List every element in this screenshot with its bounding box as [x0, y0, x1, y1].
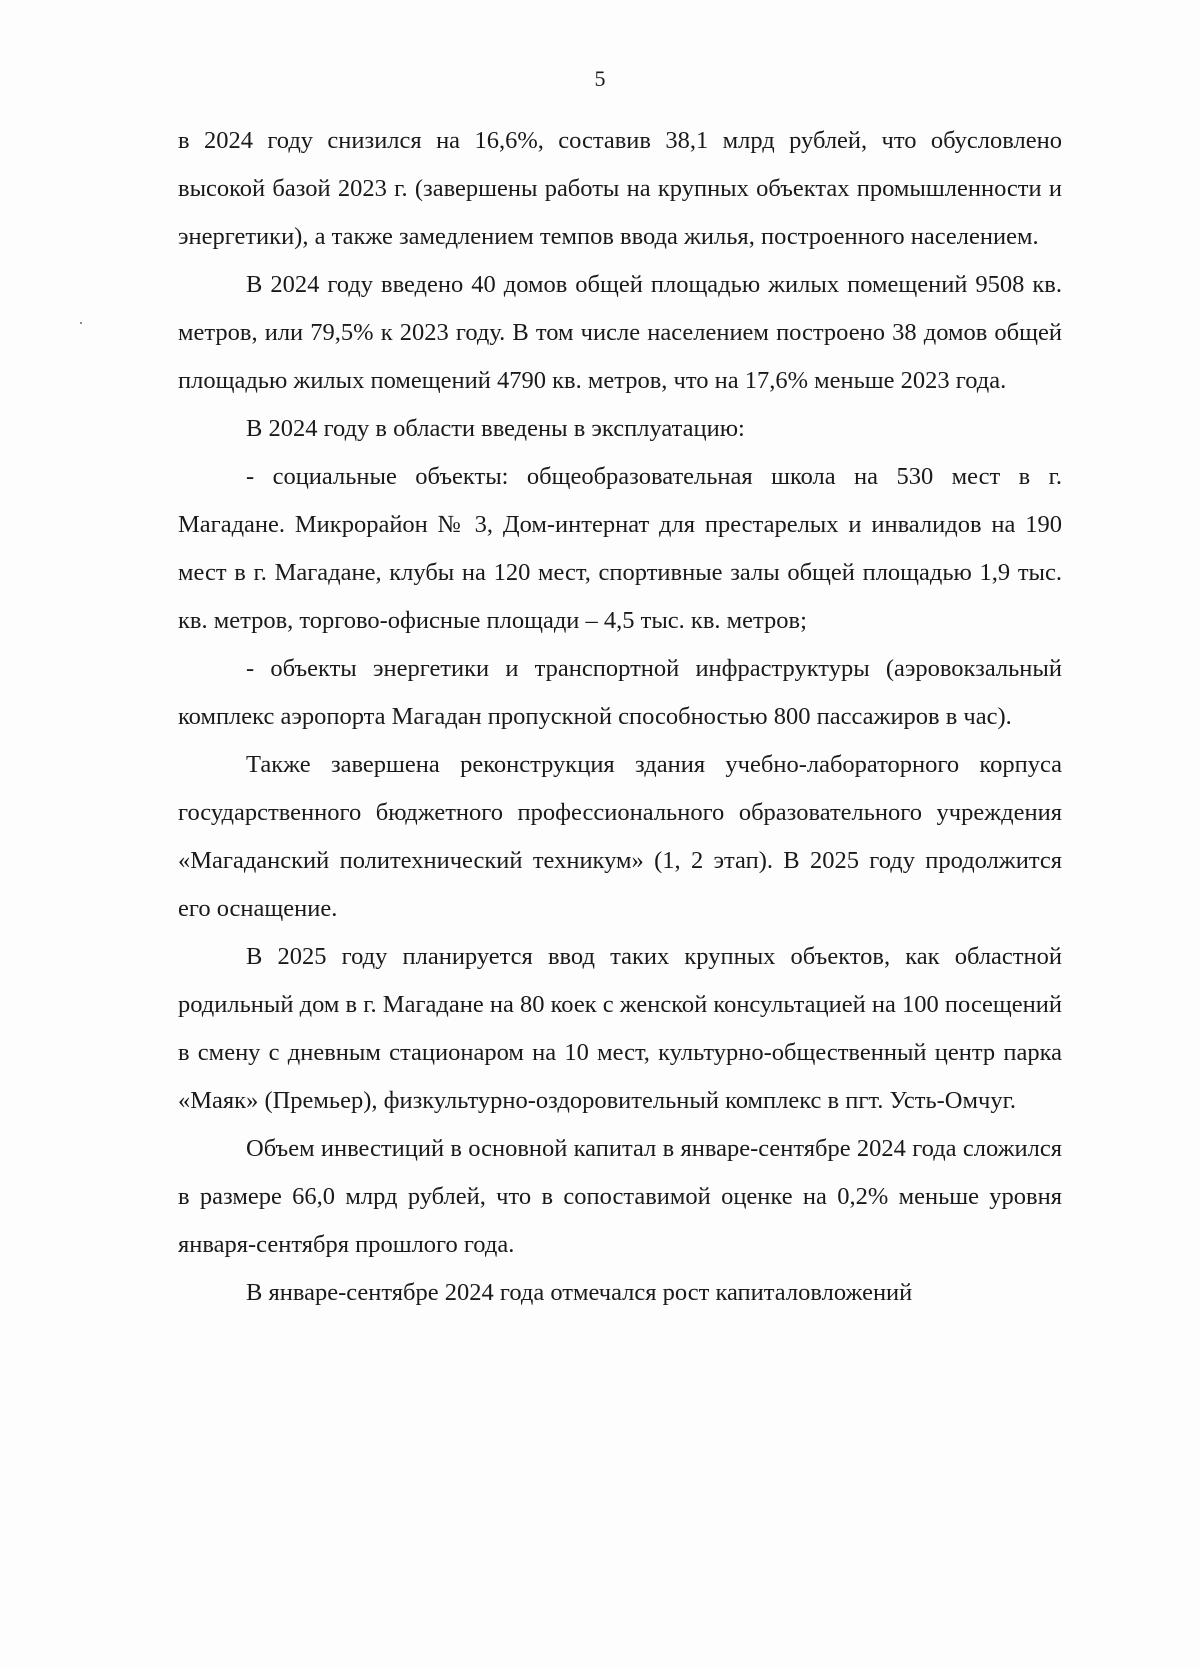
document-body: [178, 117, 1062, 1317]
scan-artifact: [80, 322, 82, 324]
paragraph-housing-commissioned: В 2024 году введено 40 домов общей площадью жилых помещений 9508 кв. метров, или 79,5% к 2023 году. В том числе населением построено 38 домов общей площадью жилых помещений 4790 кв. метров, что на 17,6% меньше 2023 года.: [178, 271, 1062, 394]
paragraph-investment-volume: Объем инвестиций в основной капитал в январе-сентябре 2024 года сложился в размере 66,0 млрд рублей, что в сопоставимой оценке на 0,2% меньше уровня января-сентября прошлого года.: [178, 1135, 1062, 1258]
list-item-social-objects: - социальные объекты: общеобразовательная школа на 530 мест в г. Магадане. Микрорайон № 3, Дом-интернат для престарелых и инвалидов на 190 мест в г. Магадане, клубы на 120 мест, спортивные залы общей площадью 1,9 тыс. кв. метров, торгово-офисные площади – 4,5 тыс. кв. метров;: [178, 463, 1062, 634]
paragraph-capital-growth: В январе-сентябре 2024 года отмечался рост капиталовложений: [246, 1279, 913, 1306]
paragraph-plans-2025: В 2025 году планируется ввод таких крупных объектов, как областной родильный дом в г. Магадане на 80 коек с женской консультацией на 100 посещений в смену с дневным стационаром на 10 мест, культурно-общественный центр парка «Маяк» (Премьер), физкультурно-оздоровительный комплекс в пгт. Усть-Омчуг.: [178, 943, 1062, 1114]
paragraph-reconstruction: Также завершена реконструкция здания учебно-лабораторного корпуса государственного бюджетного профессионального образовательного учреждения «Магаданский политехнический техникум» (1, 2 этап). В 2025 году продолжится его оснащение.: [178, 751, 1062, 922]
page-number: 5: [594, 66, 606, 91]
paragraph-construction-decline: в 2024 году снизился на 16,6%, составив 38,1 млрд рублей, что обусловлено высокой базой 2023 г. (завершены работы на крупных объектах промышленности и энергетики), а также замедлением темпов ввода жилья, построенного населением.: [178, 127, 1062, 250]
list-item-energy-transport: - объекты энергетики и транспортной инфраструктуры (аэровокзальный комплекс аэропорта Магадан пропускной способностью 800 пассажиров в час).: [178, 655, 1062, 730]
paragraph-commissioned-intro: В 2024 году в области введены в эксплуатацию:: [246, 415, 745, 442]
